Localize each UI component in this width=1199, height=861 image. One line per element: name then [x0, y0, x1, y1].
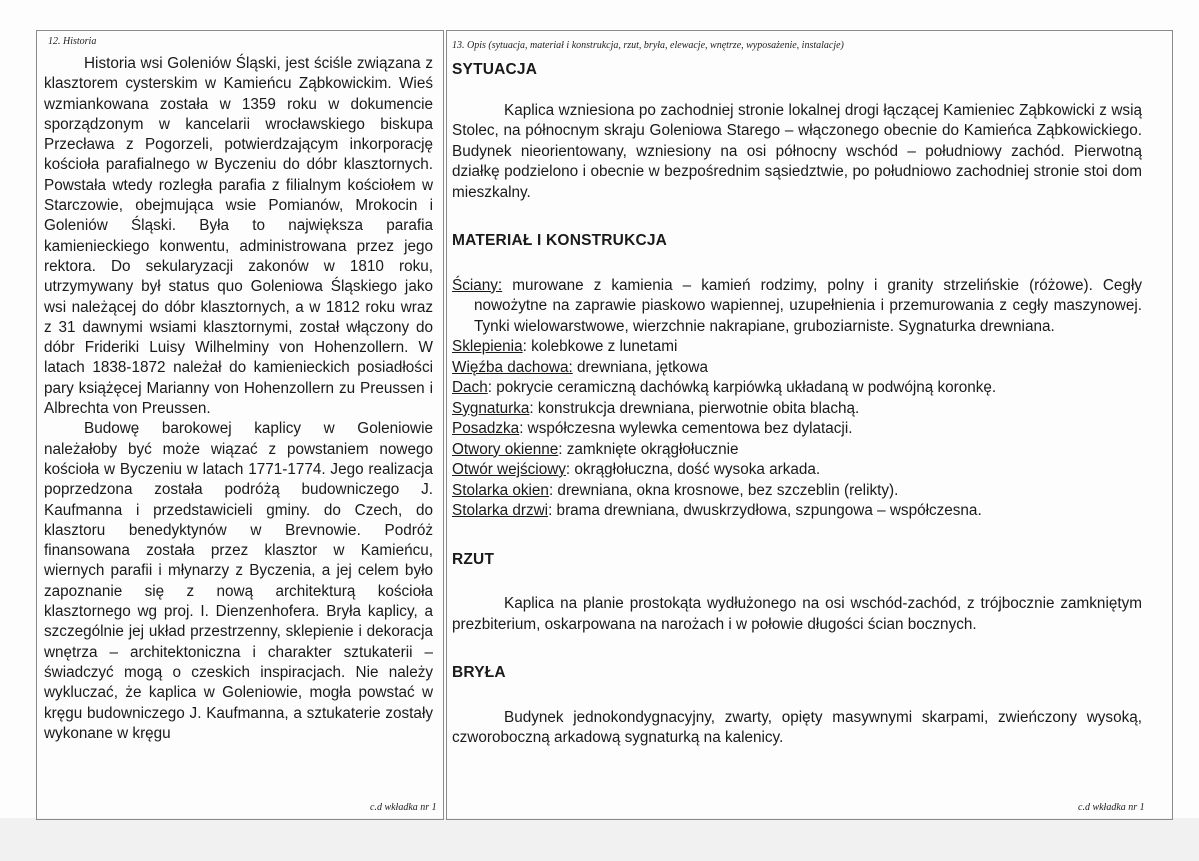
material-value: : kolebkowe z lunetami — [522, 338, 678, 355]
material-item-door-joinery — [452, 501, 1142, 522]
material-label: Otwory okienne — [452, 440, 559, 458]
material-item-window-joinery — [452, 481, 1142, 502]
heading-bryla: BRYŁA — [452, 664, 506, 681]
right-page-caption: 13. Opis (sytuacja, materiał i konstrukcja, rzut, bryła, elewacje, wnętrze, wyposażenie, instalacje) — [452, 40, 844, 51]
material-value: murowane z kamienia – kamień rodzimy, polny i granity strzelińskie (różowe). Cegły nowożytne na zaprawie piaskowo wapiennej, uzupełnienia i przemurowania z cegły maszynowej. Tynki wielowarstwowe, wierzchnie nakrapiane, gruboziarniste. Sygnaturka drewniana. — [474, 276, 1142, 335]
left-page-caption: 12. Historia — [48, 36, 97, 47]
material-item-bell-turret — [452, 399, 1142, 420]
bryla-text: Budynek jednokondygnacyjny, zwarty, opięty masywnymi skarpami, zwieńczony wysoką, czworoboczną arkadową sygnaturką na kalenicy. — [452, 708, 1142, 746]
material-value: : współczesna wylewka cementowa bez dylatacji. — [519, 420, 853, 437]
heading-sytuacja: SYTUACJA — [452, 61, 538, 78]
material-item-floor — [452, 419, 1142, 440]
right-page-footer: c.d wkładka nr 1 — [1078, 802, 1145, 813]
sytuacja-text: Kaplica wzniesiona po zachodniej stronie lokalnej drogi łączącej Kamieniec Ząbkowicki z wsią Stolec, na północnym skraju Goleniowa Starego – włączonego obecnie do Kamieńca Ząbkowickiego. Budynek nieorientowany, wzniesiony na osi północny wschód – południowy zachód. Pierwotną działkę podzielono i obecnie w bezpośrednim sąsiedztwie, po południowo zachodniej stronie stoi dom mieszkalny. — [452, 101, 1142, 201]
material-value: drewniana, jętkowa — [572, 358, 708, 376]
material-value: : pokrycie ceramiczną dachówką karpiówką układaną w podwójną koronkę. — [487, 379, 997, 396]
material-item-windows — [452, 440, 1142, 461]
material-label: Ściany: — [452, 276, 503, 294]
history-paragraph-1: Historia wsi Goleniów Śląski, jest ściśle związana z klasztorem cysterskim w Kamieńcu Ząbkowickim. Wieś wzmiankowana została w 1359 roku w dokumencie sporządzonym w kancelarii wrocławskiego biskupa Przecława z Pogorzeli, potwierdzającym inkorporację kościoła parafialnego w Byczeniu do dóbr klasztornych. Powstała wtedy rozległa parafia z filialnym kościołem w Starczowie, obejmująca wsie Pomianów, Mrokocin i Goleniów Śląski. Była to największa parafia kamienieckiego konwentu, administrowana przez jego rektora. Do sekularyzacji zakonów w 1810 roku, utrzymywany był status quo Goleniowa Śląskiego jako wsi należącej do dóbr klasztornych, a w 1812 roku wraz z 31 dawnymi wsiami klasztornymi, został włączony do dóbr Frideriki Luisy Wilhelminy von Hohenzollern. W latach 1838-1872 należał do kamienieckich posiadłości pary książęcej Marianny von Hohenzollern zu Preussen i Albrechta von Preussen. — [44, 55, 433, 418]
material-item-vaults — [452, 337, 1142, 358]
material-label: Dach — [452, 379, 488, 396]
rzut-text: Kaplica na planie prostokąta wydłużonego na osi wschód-zachód, z trójbocznie zamkniętym prezbiterium, oskarpowana na narożach i w połowie długości ścian bocznych. — [452, 595, 1142, 633]
material-value: : konstrukcja drewniana, pierwotnie obita blachą. — [529, 399, 860, 417]
history-column — [44, 54, 433, 744]
material-value: : okrągłołuczna, dość wysoka arkada. — [565, 461, 821, 478]
material-label: Stolarka okien — [452, 481, 549, 499]
history-paragraph-2: Budowę barokowej kaplicy w Goleniowie należałoby być może wiązać z powstaniem nowego kościoła w Byczeniu w latach 1771-1774. Jego realizacja poprzedzona została podróżą budowniczego J. Kaufmanna i przedstawicieli gminy. do Czech, do klasztoru benedyktynów w Brevnowie. Podróż finansowana została przez klasztor w Kamieńcu, wiernych parafii i młynarzy z Byczenia, a jej celem było zapoznanie się z nową architekturą kościoła klasztornego wg proj. I. Dienzenhofera. Bryła kaplicy, a szczególnie jej układ przestrzenny, sklepienie i dekoracja wnętrza – architektoniczna i charakter sztukaterii – świadczyć mogą o czeskich inspiracjach. Nie należy wykluczać, że kaplica w Goleniowie, mogła powstać w kręgu budowniczego J. Kaufmanna, a sztukaterie zostały wykonane w kręgu — [44, 420, 433, 742]
material-value: : brama drewniana, dwuskrzydłowa, szpungowa – współczesna. — [548, 502, 982, 519]
material-label: Więźba dachowa: — [452, 358, 573, 376]
heading-material: MATERIAŁ I KONSTRUKCJA — [452, 232, 668, 249]
scan-bottom-margin — [0, 818, 1199, 861]
material-item-roof — [452, 378, 1142, 399]
left-page-footer: c.d wkładka nr 1 — [370, 802, 437, 813]
material-label: Otwór wejściowy — [452, 461, 566, 478]
material-item-entrance — [452, 460, 1142, 481]
material-item-roof-truss — [452, 358, 1142, 379]
description-column — [452, 60, 1142, 749]
material-value: : drewniana, okna krosnowe, bez szczeblin (relikty). — [548, 481, 899, 499]
material-value: : zamknięte okrągłołucznie — [558, 440, 739, 458]
material-label: Posadzka — [452, 420, 520, 437]
material-label: Stolarka drzwi — [452, 502, 549, 519]
material-label: Sklepienia — [452, 338, 523, 355]
material-item-walls — [452, 276, 1142, 338]
heading-rzut: RZUT — [452, 550, 495, 568]
material-label: Sygnaturka — [452, 399, 530, 417]
